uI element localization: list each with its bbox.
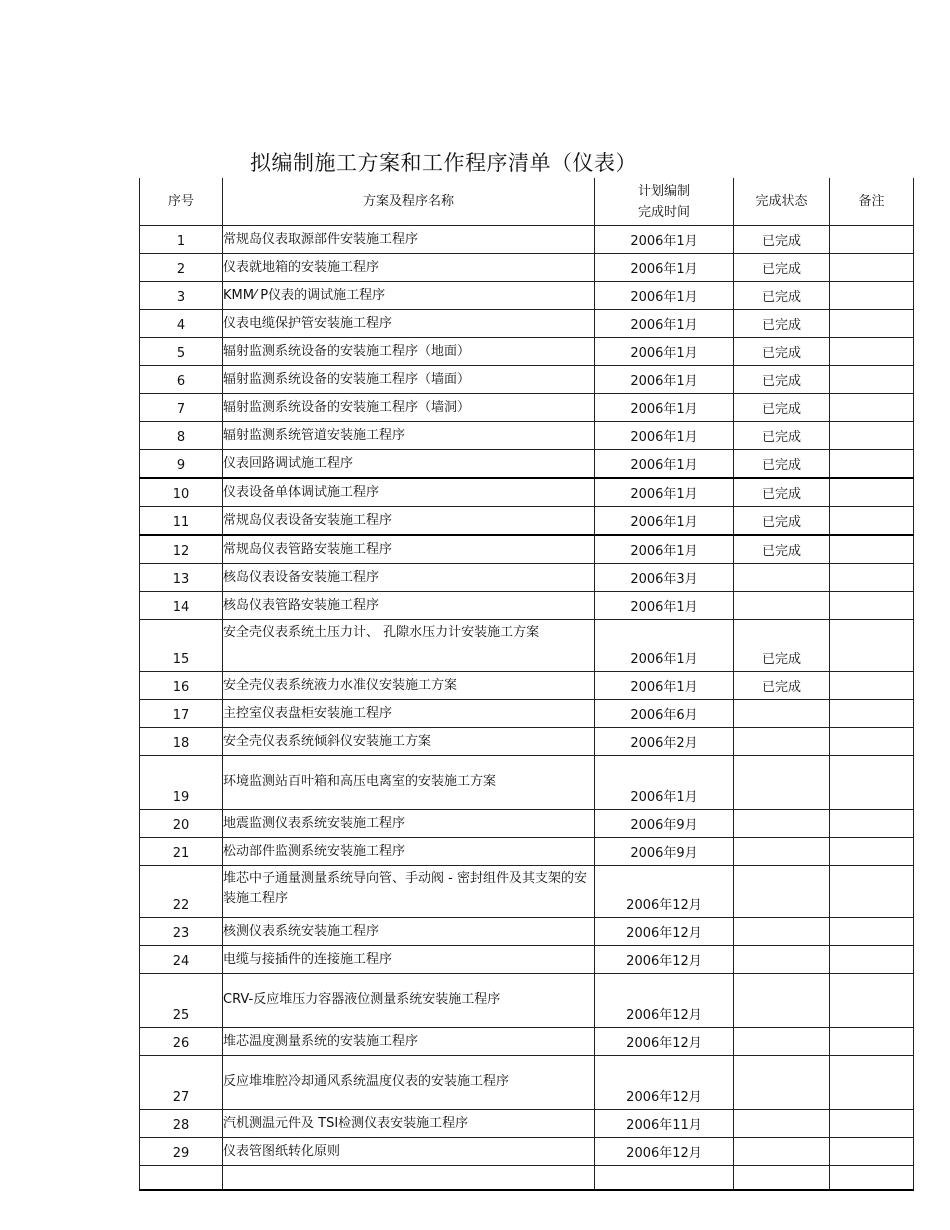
table-row bbox=[140, 254, 914, 282]
row-note bbox=[830, 838, 914, 866]
row-no: 10 bbox=[140, 478, 223, 507]
row-name: 松动部件监测系统安装施工程序 bbox=[223, 838, 595, 866]
row-time: 2006年3月 bbox=[595, 564, 734, 592]
row-note bbox=[830, 1028, 914, 1056]
table-row bbox=[140, 226, 914, 254]
table-row bbox=[140, 394, 914, 422]
row-note bbox=[830, 478, 914, 507]
header-no: 序号 bbox=[140, 178, 223, 226]
row-time: 2006年11月 bbox=[595, 1110, 734, 1138]
row-name: 仪表回路调试施工程序 bbox=[223, 450, 595, 479]
row-name: 堆芯温度测量系统的安装施工程序 bbox=[223, 1028, 595, 1056]
row-note bbox=[830, 1110, 914, 1138]
row-name: 辐射监测系统管道安装施工程序 bbox=[223, 422, 595, 450]
row-status bbox=[734, 1028, 830, 1056]
row-name: 仪表管图纸转化原则 bbox=[223, 1138, 595, 1166]
row-name: 辐射监测系统设备的安装施工程序（墙洞） bbox=[223, 394, 595, 422]
row-no: 19 bbox=[140, 756, 223, 810]
row-no: 25 bbox=[140, 974, 223, 1028]
row-no: 9 bbox=[140, 450, 223, 479]
row-no: 24 bbox=[140, 946, 223, 974]
row-name: 常规岛仪表设备安装施工程序 bbox=[223, 507, 595, 536]
table-row bbox=[140, 946, 914, 974]
row-time: 2006年6月 bbox=[595, 700, 734, 728]
table-header-row bbox=[140, 178, 914, 226]
row-note bbox=[830, 756, 914, 810]
row-no: 15 bbox=[140, 620, 223, 672]
table-row bbox=[140, 866, 914, 918]
row-note bbox=[830, 810, 914, 838]
row-name: 安全壳仪表系统液力水准仪安装施工方案 bbox=[223, 672, 595, 700]
row-time: 2006年1月 bbox=[595, 756, 734, 810]
row-name: 仪表就地箱的安装施工程序 bbox=[223, 254, 595, 282]
row-note bbox=[830, 564, 914, 592]
row-note bbox=[830, 226, 914, 254]
row-no: 1 bbox=[140, 226, 223, 254]
row-status bbox=[734, 866, 830, 918]
row-name: 常规岛仪表取源部件安装施工程序 bbox=[223, 226, 595, 254]
row-name: 仪表电缆保护管安装施工程序 bbox=[223, 310, 595, 338]
row-name: KMM⁄ P仪表的调试施工程序 bbox=[223, 282, 595, 310]
row-no: 29 bbox=[140, 1138, 223, 1166]
row-note bbox=[830, 620, 914, 672]
row-time: 2006年1月 bbox=[595, 535, 734, 564]
row-status bbox=[734, 974, 830, 1028]
row-name: 仪表设备单体调试施工程序 bbox=[223, 478, 595, 507]
row-no: 5 bbox=[140, 338, 223, 366]
procedure-list-table bbox=[139, 178, 914, 1191]
row-note bbox=[830, 338, 914, 366]
row-time: 2006年1月 bbox=[595, 422, 734, 450]
row-no: 20 bbox=[140, 810, 223, 838]
row-status: 已完成 bbox=[734, 422, 830, 450]
row-note bbox=[830, 1138, 914, 1166]
table-row bbox=[140, 1028, 914, 1056]
table-row bbox=[140, 1138, 914, 1166]
table-row bbox=[140, 838, 914, 866]
row-time: 2006年12月 bbox=[595, 866, 734, 918]
row-no: 14 bbox=[140, 592, 223, 620]
row-no: 18 bbox=[140, 728, 223, 756]
row-note bbox=[830, 422, 914, 450]
row-no: 8 bbox=[140, 422, 223, 450]
row-note bbox=[830, 394, 914, 422]
table-row bbox=[140, 507, 914, 536]
row-status bbox=[734, 700, 830, 728]
row-time: 2006年1月 bbox=[595, 450, 734, 479]
row-name: 核测仪表系统安装施工程序 bbox=[223, 918, 595, 946]
row-note bbox=[830, 946, 914, 974]
row-time: 2006年12月 bbox=[595, 946, 734, 974]
table-row bbox=[140, 728, 914, 756]
row-status: 已完成 bbox=[734, 282, 830, 310]
row-time: 2006年1月 bbox=[595, 672, 734, 700]
row-status: 已完成 bbox=[734, 672, 830, 700]
document-title: 拟编制施工方案和工作程序清单（仪表） bbox=[250, 151, 637, 175]
row-note bbox=[830, 1056, 914, 1110]
row-time: 2006年1月 bbox=[595, 592, 734, 620]
row-name: 核岛仪表设备安装施工程序 bbox=[223, 564, 595, 592]
row-name: 核岛仪表管路安装施工程序 bbox=[223, 592, 595, 620]
table-row bbox=[140, 672, 914, 700]
row-no: 6 bbox=[140, 366, 223, 394]
table-row bbox=[140, 478, 914, 507]
row-name: 汽机测温元件及 TSI检测仪表安装施工程序 bbox=[223, 1110, 595, 1138]
header-status: 完成状态 bbox=[734, 178, 830, 226]
row-note bbox=[830, 507, 914, 536]
row-time: 2006年12月 bbox=[595, 974, 734, 1028]
row-note bbox=[830, 254, 914, 282]
table-row bbox=[140, 564, 914, 592]
table-row bbox=[140, 338, 914, 366]
row-status: 已完成 bbox=[734, 338, 830, 366]
row-status bbox=[734, 592, 830, 620]
row-no: 22 bbox=[140, 866, 223, 918]
row-status: 已完成 bbox=[734, 254, 830, 282]
row-no: 28 bbox=[140, 1110, 223, 1138]
row-status bbox=[734, 756, 830, 810]
row-no: 11 bbox=[140, 507, 223, 536]
row-name: 辐射监测系统设备的安装施工程序（墙面） bbox=[223, 366, 595, 394]
row-time: 2006年1月 bbox=[595, 282, 734, 310]
row-status bbox=[734, 810, 830, 838]
row-time: 2006年1月 bbox=[595, 507, 734, 536]
row-name: 电缆与接插件的连接施工程序 bbox=[223, 946, 595, 974]
row-name: 主控室仪表盘柜安装施工程序 bbox=[223, 700, 595, 728]
table-row bbox=[140, 620, 914, 672]
row-time: 2006年12月 bbox=[595, 1028, 734, 1056]
table-row bbox=[140, 366, 914, 394]
row-name: 堆芯中子通量测量系统导向管、手动阀 - 密封组件及其支架的安装施工程序 bbox=[223, 866, 595, 918]
header-note: 备注 bbox=[830, 178, 914, 226]
row-note bbox=[830, 700, 914, 728]
row-no: 3 bbox=[140, 282, 223, 310]
table-row-empty bbox=[140, 1166, 914, 1191]
table-row bbox=[140, 918, 914, 946]
row-status bbox=[734, 918, 830, 946]
row-note bbox=[830, 310, 914, 338]
row-time: 2006年2月 bbox=[595, 728, 734, 756]
row-time: 2006年1月 bbox=[595, 366, 734, 394]
row-name: 反应堆堆腔冷却通风系统温度仪表的安装施工程序 bbox=[223, 1056, 595, 1110]
table-row bbox=[140, 756, 914, 810]
row-status: 已完成 bbox=[734, 366, 830, 394]
row-time: 2006年1月 bbox=[595, 254, 734, 282]
table-row bbox=[140, 422, 914, 450]
row-note bbox=[830, 592, 914, 620]
row-status: 已完成 bbox=[734, 535, 830, 564]
row-time: 2006年1月 bbox=[595, 620, 734, 672]
row-status: 已完成 bbox=[734, 450, 830, 479]
row-no: 4 bbox=[140, 310, 223, 338]
row-name: 地震监测仪表系统安装施工程序 bbox=[223, 810, 595, 838]
row-status bbox=[734, 946, 830, 974]
table-row bbox=[140, 1110, 914, 1138]
row-time: 2006年1月 bbox=[595, 310, 734, 338]
row-note bbox=[830, 672, 914, 700]
row-no: 2 bbox=[140, 254, 223, 282]
row-note bbox=[830, 366, 914, 394]
row-status: 已完成 bbox=[734, 310, 830, 338]
row-status bbox=[734, 1138, 830, 1166]
row-status bbox=[734, 838, 830, 866]
row-status bbox=[734, 1110, 830, 1138]
row-name: 常规岛仪表管路安装施工程序 bbox=[223, 535, 595, 564]
row-no: 13 bbox=[140, 564, 223, 592]
row-time: 2006年1月 bbox=[595, 226, 734, 254]
row-status bbox=[734, 728, 830, 756]
row-no: 7 bbox=[140, 394, 223, 422]
row-time: 2006年1月 bbox=[595, 338, 734, 366]
table-row bbox=[140, 592, 914, 620]
table-row bbox=[140, 810, 914, 838]
header-time bbox=[595, 178, 734, 226]
row-status bbox=[734, 1056, 830, 1110]
row-name: 辐射监测系统设备的安装施工程序（地面） bbox=[223, 338, 595, 366]
row-status bbox=[734, 564, 830, 592]
table-row bbox=[140, 1056, 914, 1110]
row-time: 2006年12月 bbox=[595, 918, 734, 946]
row-no: 23 bbox=[140, 918, 223, 946]
row-no: 12 bbox=[140, 535, 223, 564]
row-no: 21 bbox=[140, 838, 223, 866]
row-status: 已完成 bbox=[734, 507, 830, 536]
row-time: 2006年9月 bbox=[595, 810, 734, 838]
row-name: 安全壳仪表系统土压力计、 孔隙水压力计安装施工方案 bbox=[223, 620, 595, 672]
row-no: 27 bbox=[140, 1056, 223, 1110]
header-time-line2: 完成时间 bbox=[637, 204, 690, 220]
table-row bbox=[140, 450, 914, 479]
table-row bbox=[140, 974, 914, 1028]
row-note bbox=[830, 918, 914, 946]
row-note bbox=[830, 535, 914, 564]
row-name: 环境监测站百叶箱和高压电离室的安装施工方案 bbox=[223, 756, 595, 810]
row-no: 16 bbox=[140, 672, 223, 700]
row-note bbox=[830, 282, 914, 310]
table-row bbox=[140, 700, 914, 728]
row-time: 2006年12月 bbox=[595, 1138, 734, 1166]
row-note bbox=[830, 974, 914, 1028]
header-name: 方案及程序名称 bbox=[223, 178, 595, 226]
row-status: 已完成 bbox=[734, 394, 830, 422]
row-no: 26 bbox=[140, 1028, 223, 1056]
table-row bbox=[140, 310, 914, 338]
row-status: 已完成 bbox=[734, 226, 830, 254]
header-time-line1: 计划编制 bbox=[637, 183, 690, 199]
row-note bbox=[830, 450, 914, 479]
table-row bbox=[140, 282, 914, 310]
row-no: 17 bbox=[140, 700, 223, 728]
row-time: 2006年1月 bbox=[595, 478, 734, 507]
table-row bbox=[140, 535, 914, 564]
row-time: 2006年9月 bbox=[595, 838, 734, 866]
row-note bbox=[830, 866, 914, 918]
row-time: 2006年12月 bbox=[595, 1056, 734, 1110]
row-status: 已完成 bbox=[734, 478, 830, 507]
row-note bbox=[830, 728, 914, 756]
row-name: 安全壳仪表系统倾斜仪安装施工方案 bbox=[223, 728, 595, 756]
row-status: 已完成 bbox=[734, 620, 830, 672]
row-name: CRV-反应堆压力容器液位测量系统安装施工程序 bbox=[223, 974, 595, 1028]
row-time: 2006年1月 bbox=[595, 394, 734, 422]
